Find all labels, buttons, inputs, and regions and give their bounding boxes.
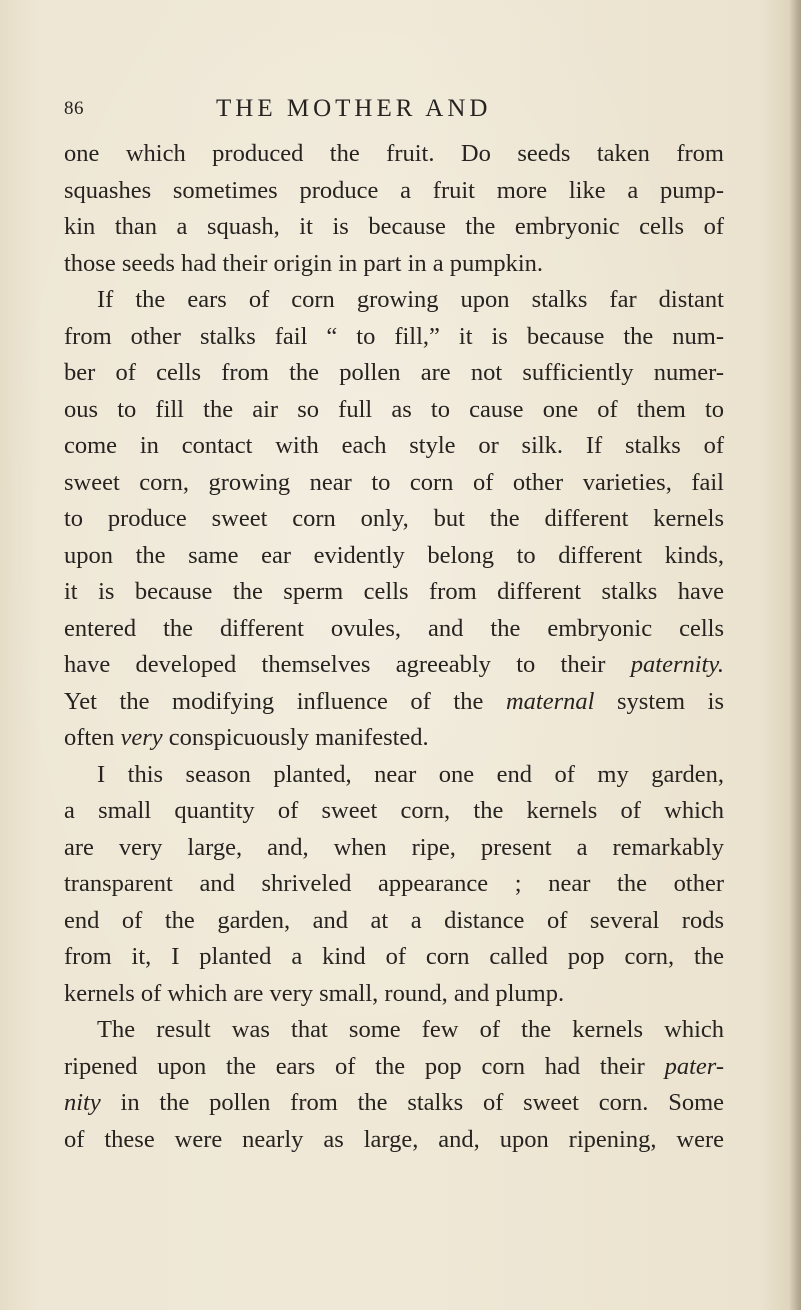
text-line <box>64 720 724 757</box>
page-edge-shadow <box>789 0 801 1310</box>
text-line <box>64 465 724 502</box>
text-segment: those seeds had their origin in part in a pumpkin. <box>64 249 544 277</box>
text-segment: Yet the modifying influence of the <box>64 687 506 715</box>
text-line <box>64 611 724 648</box>
italic-text: pater- <box>664 1052 724 1080</box>
text-line <box>64 428 724 465</box>
text-segment: kin than a squash, it is because the embryonic cells of <box>64 213 724 240</box>
text-segment: of these were nearly as large, and, upon ripening, were <box>64 1125 724 1153</box>
text-segment: transparent and shriveled appearance ; near the other <box>64 870 724 897</box>
text-segment: system is <box>594 687 724 715</box>
text-line <box>64 392 724 429</box>
text-segment: ous to fill the air so full as to cause one of them to <box>64 395 724 423</box>
text-line <box>64 830 724 867</box>
text-line <box>64 939 724 976</box>
text-line <box>64 173 724 210</box>
text-segment: from other stalks fail “ to fill,” it is because the num- <box>64 322 724 350</box>
text-segment: upon the same ear evidently belong to different kinds, <box>64 541 724 569</box>
text-segment: it is because the sperm cells from different stalks have <box>64 578 724 605</box>
text-line <box>64 319 724 356</box>
text-segment: one which produced the fruit. Do seeds taken from <box>64 140 724 167</box>
text-line <box>64 1122 724 1159</box>
body-text <box>64 136 724 1158</box>
text-line <box>64 574 724 611</box>
text-segment: in the pollen from the stalks of sweet corn. Some <box>100 1089 724 1116</box>
text-segment: have developed themselves agreeably to their <box>64 651 631 678</box>
text-segment: The result was that some few of the kernels which <box>97 1016 724 1043</box>
text-segment: conspicuously manifested. <box>162 724 429 751</box>
text-line <box>64 538 724 575</box>
text-line <box>64 246 724 283</box>
text-line <box>64 1085 724 1122</box>
text-line <box>64 282 724 319</box>
text-segment: to produce sweet corn only, but the different kernels <box>64 505 724 532</box>
text-line <box>64 757 724 794</box>
text-line <box>64 1012 724 1049</box>
page-number: 86 <box>64 98 84 119</box>
text-line <box>64 903 724 940</box>
text-line <box>64 1049 724 1086</box>
text-segment: squashes sometimes produce a fruit more like a pump- <box>64 176 724 204</box>
text-segment: sweet corn, growing near to corn of other varieties, fail <box>64 468 724 496</box>
text-line <box>64 209 724 246</box>
italic-text: maternal <box>505 687 595 715</box>
text-line <box>64 866 724 903</box>
italic-text: paternity. <box>630 651 724 678</box>
text-segment: are very large, and, when ripe, present a remarkably <box>64 833 724 861</box>
text-line <box>64 684 724 721</box>
page-header <box>64 93 724 125</box>
text-segment: come in contact with each style or silk. If stalks of <box>64 432 724 459</box>
italic-text: very <box>120 724 163 751</box>
text-segment: I this season planted, near one end of my garden, <box>97 760 724 788</box>
text-segment: If the ears of corn growing upon stalks far distant <box>97 286 724 313</box>
text-segment: a small quantity of sweet corn, the kernels of which <box>64 797 724 824</box>
text-segment: ber of cells from the pollen are not sufficiently numer- <box>64 359 724 386</box>
text-segment: often <box>64 724 121 751</box>
text-line <box>64 501 724 538</box>
text-segment: ripened upon the ears of the pop corn had their <box>64 1052 665 1080</box>
running-head: THE MOTHER AND <box>216 95 492 122</box>
text-segment: entered the different ovules, and the embryonic cells <box>64 614 724 642</box>
italic-text: nity <box>64 1089 101 1116</box>
text-line <box>64 647 724 684</box>
text-line <box>64 355 724 392</box>
text-line <box>64 136 724 173</box>
text-segment: end of the garden, and at a distance of several rods <box>64 906 724 934</box>
text-segment: kernels of which are very small, round, and plump. <box>64 979 565 1007</box>
text-line <box>64 793 724 830</box>
text-segment: from it, I planted a kind of corn called pop corn, the <box>64 943 724 970</box>
text-line <box>64 976 724 1013</box>
